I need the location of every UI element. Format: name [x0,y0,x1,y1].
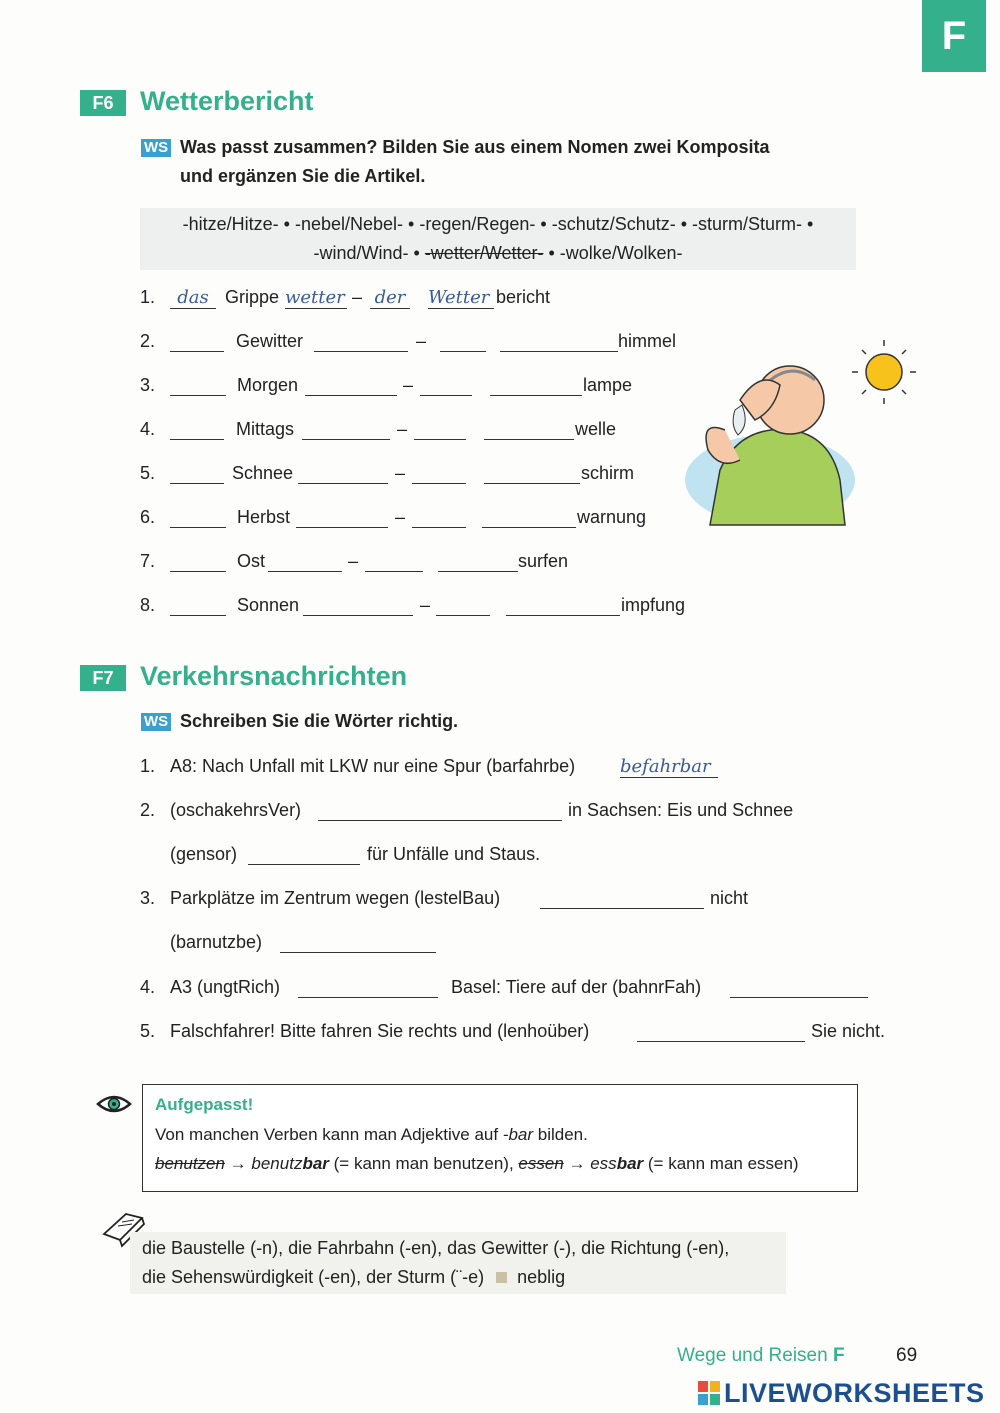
answer-article-1[interactable]: das [170,287,216,309]
blank-article-1[interactable] [170,551,226,572]
dash: – [348,551,359,571]
item-number: 1. [140,287,156,307]
item-text: (oschakehrsVer) [170,800,302,820]
blank-article-1[interactable] [170,375,226,396]
example-verb-2: essen [518,1154,564,1173]
eye-icon [96,1094,132,1114]
word-line2-start: -wind/Wind- • [313,243,425,263]
answer-article-2[interactable]: der [370,287,410,309]
f7-badge [80,665,126,691]
item-text: Falschfahrer! Bitte fahren Sie rechts und (lenhoüber) [170,1021,590,1041]
note-line1-end: bilden. [533,1125,588,1144]
dash: – [395,463,406,483]
dash: – [403,375,414,395]
brand-bar [698,1378,992,1410]
example-gloss-1: (= kann man benutzen), [328,1154,519,1173]
item-text: A3 (ungtRich) [170,977,281,997]
dash: – [395,507,406,527]
f7-item-2 [140,800,840,826]
blank-noun[interactable] [482,507,576,528]
note-line1-text: Von manchen Verben kann man Adjektive auf [155,1125,503,1144]
f6-badge [80,90,126,116]
f7-item-3 [140,888,800,914]
item-number: 5. [140,463,156,483]
f7-item-5 [140,1021,910,1047]
f6-item-1 [140,287,740,313]
dash: – [416,331,427,351]
example-verb-1: benutzen [155,1154,225,1173]
blank-suffix[interactable] [268,551,342,572]
f7-ws-tag: WS [141,713,171,731]
item-text-after: in Sachsen: Eis und Schnee [568,800,794,820]
item-number: 1. [140,756,156,776]
item-number: 5. [140,1021,156,1041]
f6-item-3 [140,375,680,401]
f6-item-2 [140,331,700,357]
blank-answer[interactable] [248,844,360,865]
item-text-after: für Unfälle und Staus. [367,844,541,864]
item-word-2: himmel [618,331,677,351]
f7-item-3-cont [140,932,460,958]
item-text: (gensor) [170,844,238,864]
item-number: 4. [140,419,156,439]
f6-task-line2: und ergänzen Sie die Artikel. [180,166,426,186]
item-word-1: Mittags [236,419,295,439]
blank-noun[interactable] [506,595,620,616]
example-arrow-2: → ess [563,1154,617,1173]
item-word-1: Herbst [237,507,291,527]
item-number: 4. [140,977,156,997]
handkerchief [733,405,745,435]
blank-article-2[interactable] [436,595,490,616]
example-arrow-1: → benutz [224,1154,303,1173]
item-word-2: schirm [581,463,634,483]
dash: – [352,287,363,307]
footer-chapter-letter: F [832,1345,845,1366]
f6-ws-tag: WS [141,139,171,157]
blank-answer[interactable] [280,932,436,953]
blank-noun[interactable] [484,463,580,484]
word-box-line2 [140,243,856,264]
note-examples [155,1154,799,1174]
blank-suffix[interactable] [305,375,397,396]
item-text: Parkplätze im Zentrum wegen (lestelBau) [170,888,501,908]
f7-item-2-cont [140,844,640,870]
dash: – [420,595,431,615]
blank-article-2[interactable] [440,331,486,352]
item-text: (barnutzbe) [170,932,263,952]
blank-noun[interactable] [490,375,582,396]
item-word-2: surfen [518,551,569,571]
f6-badge-label: F6 [92,92,114,113]
item-word-1: Morgen [237,375,299,395]
f6-task-line1: Was passt zusammen? Bilden Sie aus einem Nomen zwei Komposita [180,137,770,157]
item-number: 3. [140,888,156,908]
vocab-marker [496,1272,507,1283]
blank-article-1[interactable] [170,419,224,440]
blank-answer[interactable] [637,1021,805,1042]
brand-logo-icon [698,1381,720,1405]
vocab-box [130,1232,786,1294]
blank-suffix[interactable] [303,595,413,616]
f7-item-4 [140,977,880,1003]
item-word-1: Ost [237,551,266,571]
example-gloss-2: (= kann man essen) [643,1154,799,1173]
blank-answer-2[interactable] [730,977,868,998]
blank-noun[interactable] [500,331,618,352]
item-word-2: lampe [583,375,633,395]
answer-befahrbar[interactable]: befahrbar [620,756,718,778]
word-box [140,208,856,270]
footer-chapter-text: Wege und Reisen [677,1345,828,1366]
item-text-after: Sie nicht. [811,1021,886,1041]
blank-article-2[interactable] [412,463,466,484]
f7-badge-label: F7 [92,667,114,688]
note-title: Aufgepasst! [155,1095,254,1114]
chapter-tab [922,0,986,72]
blank-answer[interactable] [298,977,438,998]
word-box-line1: -hitze/Hitze- • -nebel/Nebel- • -regen/Regen- • -schutz/Schutz- • -sturm/Sturm- • [182,214,814,234]
f7-title: Verkehrsnachrichten [140,661,408,691]
f6-item-4 [140,419,680,445]
example-suffix-2: bar [616,1154,644,1173]
item-text: A8: Nach Unfall mit LKW nur eine Spur (barfahrbe) [170,756,576,776]
f6-item-6 [140,507,670,533]
blank-article-1[interactable] [170,595,226,616]
answer-suffix[interactable]: wetter [285,287,347,309]
item-word-2: impfung [621,595,686,615]
answer-noun[interactable]: Wetter [428,287,494,309]
f6-title: Wetterbericht [140,86,314,116]
word-struck: -wetter/Wetter- [424,243,544,263]
f7-item-1 [140,756,740,782]
blank-article-1[interactable] [170,331,224,352]
item-word-2: warnung [577,507,647,527]
sun-icon [866,354,902,390]
vocab-line2-text: die Sehenswürdigkeit (-en), der Sturm (¨-e) [142,1267,485,1287]
item-number: 2. [140,800,156,820]
f6-item-7 [140,551,590,577]
item-word-1: Schnee [232,463,294,483]
item-text-after: nicht [710,888,749,908]
item-number: 3. [140,375,156,395]
vocab-line2-end: neblig [517,1267,566,1287]
blank-answer[interactable] [540,888,704,909]
note-line1 [155,1125,588,1145]
item-word-2: welle [575,419,617,439]
dash: – [397,419,408,439]
word-line2-end: • -wolke/Wolken- [543,243,683,263]
blank-article-1[interactable] [170,507,226,528]
blank-suffix[interactable] [296,507,388,528]
vocab-line1: die Baustelle (-n), die Fahrbahn (-en), das Gewitter (-), die Richtung (-en), [142,1238,730,1258]
blank-article-2[interactable] [414,419,466,440]
item-number: 7. [140,551,156,571]
item-word-1: Sonnen [237,595,300,615]
f6-item-5 [140,463,660,489]
item-number: 8. [140,595,156,615]
blank-suffix[interactable] [298,463,388,484]
blank-answer[interactable] [318,800,562,821]
example-suffix-1: bar [302,1154,329,1173]
f7-task: Schreiben Sie die Wörter richtig. [180,711,459,731]
item-number: 6. [140,507,156,527]
blank-noun[interactable] [438,551,518,572]
blank-article-2[interactable] [412,507,466,528]
blank-article-2[interactable] [365,551,423,572]
page-number: 69 [896,1345,918,1366]
vocab-line2 [142,1267,565,1288]
chapter-letter: F [941,13,967,58]
item-word-2: bericht [496,287,551,307]
note-line1-suffix: -bar [502,1125,534,1144]
blank-article-2[interactable] [420,375,472,396]
item-word-1: Grippe [225,287,280,307]
item-text-after: Basel: Tiere auf der (bahnrFah) [451,977,702,997]
brand-text: LIVEWORKSHEETS [724,1378,985,1408]
blank-suffix[interactable] [314,331,408,352]
blank-article-1[interactable] [170,463,224,484]
f6-item-8 [140,595,700,621]
note-box [142,1084,858,1192]
hot-man-illustration [680,330,940,530]
blank-suffix[interactable] [302,419,390,440]
footer-chapter [677,1345,845,1367]
item-number: 2. [140,331,156,351]
item-word-1: Gewitter [236,331,304,351]
blank-noun[interactable] [484,419,574,440]
